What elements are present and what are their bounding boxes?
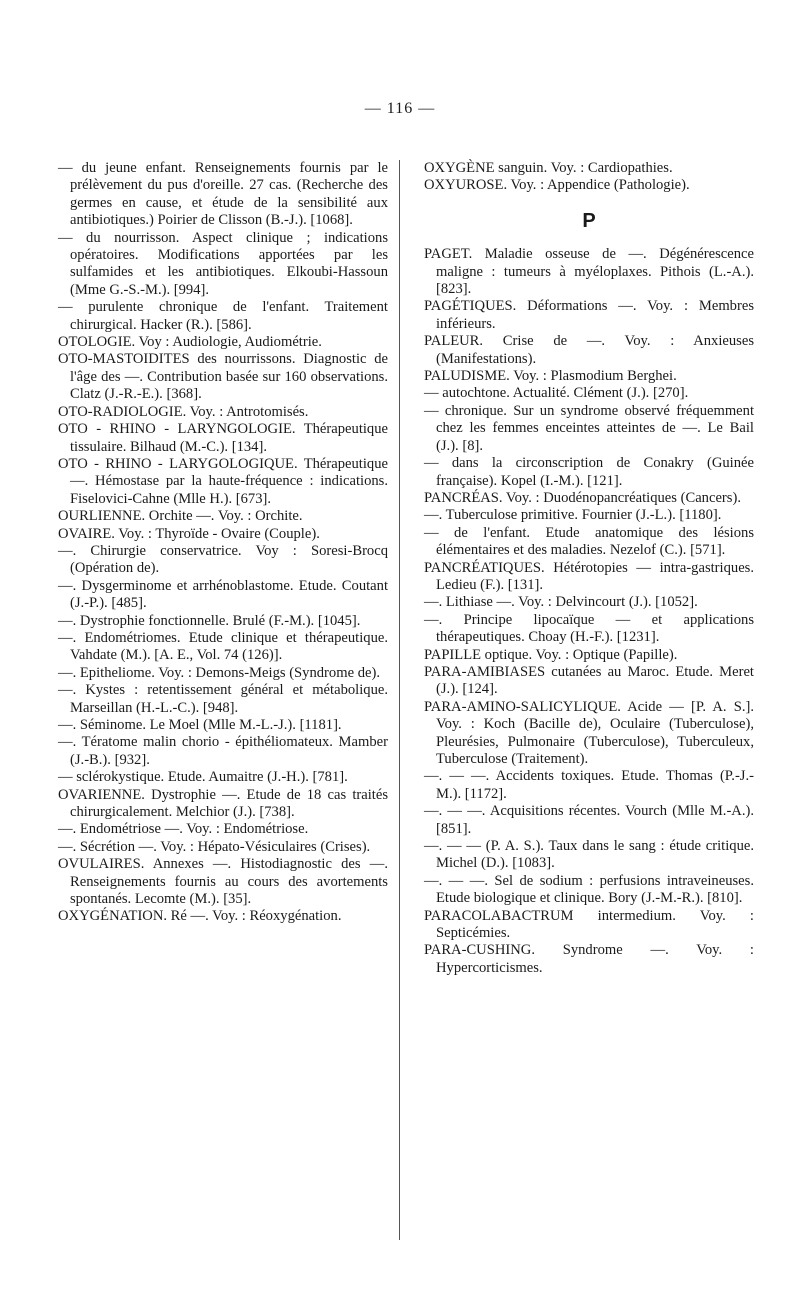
index-entry: —. Endométriose —. Voy. : Endométriose. — [58, 821, 309, 838]
index-entry: PARA-AMIBIASES cutanées au Maroc. Etude. Meret (J.). [124]. — [424, 663, 754, 698]
index-entry: —. Dysgerminome et arrhénoblastome. Etude. Coutant (J.-P.). [485]. — [58, 577, 388, 612]
index-entry: OXYUROSE. Voy. : Appendice (Pathologie). — [424, 177, 690, 194]
index-entry: — purulente chronique de l'enfant. Traitement chirurgical. Hacker (R.). [586]. — [58, 299, 388, 333]
index-entry: — du nourrisson. Aspect clinique ; indications opératoires. Modifications apportées par les sulfamides et les antibiotiques. Elkoubi-Hassoun (Mme G.-S.-M.). [994]. — [58, 229, 388, 298]
index-entry: —. Epitheliome. Voy. : Demons-Meigs (Syndrome de). — [58, 664, 380, 681]
index-entry: OXYGÉNATION. Ré —. Voy. : Réoxygénation. — [58, 908, 342, 925]
index-entry: PARA-CUSHING. Syndrome —. Voy. : Hypercorticismes. — [424, 942, 754, 976]
index-entry: PAGET. Maladie osseuse de —. Dégénérescence maligne : tumeurs à myéloplaxes. Pithois (L.-A.). [823]. — [424, 246, 754, 298]
right-column — [424, 160, 754, 977]
index-entry: PALUDISME. Voy. : Plasmodium Berghei. — [424, 368, 677, 385]
index-entry: —. Séminome. Le Moel (Mlle M.-L.-J.). [1181]. — [58, 717, 342, 733]
index-entry: — du jeune enfant. Renseignements fournis par le prélèvement du pus d'oreille. 27 cas. (Recherche des germes en cause, et étude de la sensibilité aux antibiotiques.) Poirier de Clisson (B.-J.). [1068]. — [58, 160, 388, 229]
page-number: — 116 — — [364, 100, 436, 117]
index-entry: OURLIENNE. Orchite —. Voy. : Orchite. — [58, 508, 303, 525]
index-entry: —. — — (P. A. S.). Taux dans le sang : étude critique. Michel (D.). [1083]. — [424, 838, 754, 872]
index-entry: —. Dystrophie fonctionnelle. Brulé (F.-M.). [1045]. — [58, 612, 361, 629]
index-entry: PANCRÉATIQUES. Hétérotopies — intra-gastriques. Ledieu (F.). [131]. — [424, 559, 754, 593]
index-entry: —. Endométriomes. Etude clinique et thérapeutique. Vahdate (M.). [A. E., Vol. 74 (126)]. — [58, 629, 388, 664]
index-entry: —. — —. Acquisitions récentes. Vourch (Mlle M.-A.). [851]. — [424, 803, 754, 837]
index-entry: — chronique. Sur un syndrome observé fréquemment chez les femmes enceintes atteintes de —. Le Bail (J.). [8]. — [424, 402, 754, 454]
index-entry: — dans la circonscription de Conakry (Guinée française). Kopel (I.-M.). [121]. — [424, 455, 754, 489]
column-divider — [399, 160, 400, 1240]
index-entry: PALEUR. Crise de —. Voy. : Anxieuses (Manifestations). — [424, 333, 754, 367]
index-entry: OVULAIRES. Annexes —. Histodiagnostic des —. Renseignements fournis au cours des avortements spontanés. Lecomte (M.). [35]. — [58, 856, 388, 908]
index-entry: PARA-AMINO-SALICYLIQUE. Acide — [P. A. S.]. Voy. : Koch (Bacille de), Oculaire (Tuberculose), Pleurésies, Pulmonaire (Tuberculose), Tuberculeux, Tuberculose (Traitement). — [424, 698, 754, 767]
index-entry: PAGÉTIQUES. Déformations —. Voy. : Membres inférieurs. — [424, 298, 754, 332]
index-entry: PARACOLABACTRUM intermedium. Voy. : Septicémies. — [424, 907, 754, 942]
index-entry: —. Tuberculose primitive. Fournier (J.-L.). [1180]. — [424, 507, 722, 524]
right-entries-p — [424, 246, 754, 977]
index-entry: —. Principe lipocaïque — et applications thérapeutiques. Choay (H.-F.). [1231]. — [424, 611, 754, 646]
index-entry: PAPILLE optique. Voy. : Optique (Papille). — [424, 646, 678, 663]
index-entry: OTO - RHINO - LARYNGOLOGIE. Thérapeutique tissulaire. Bilhaud (M.-C.). [134]. — [58, 421, 388, 455]
index-entry: OTO - RHINO - LARYGOLOGIQUE. Thérapeutique —. Hémostase par la haute-fréquence : indications. Fiselovici-Cahne (Mlle H.). [673]. — [58, 455, 388, 507]
letter-heading: P — [582, 209, 596, 232]
index-entry: —. Chirurgie conservatrice. Voy : Soresi-Brocq (Opération de). — [58, 542, 388, 577]
index-entry: OXYGÈNE sanguin. Voy. : Cardiopathies. — [424, 160, 673, 176]
index-entry: —. Kystes : retentissement général et métabolique. Marseillan (H.-L.-C.). [948]. — [58, 682, 388, 716]
index-entry: —. — —. Sel de sodium : perfusions intraveineuses. Etude biologique et clinique. Bory (J.-M.-R.). [810]. — [424, 872, 754, 907]
index-entry: OTO-RADIOLOGIE. Voy. : Antrotomisés. — [58, 403, 309, 420]
index-entry: — autochtone. Actualité. Clément (J.). [270]. — [424, 385, 689, 402]
index-entry: —. Sécrétion —. Voy. : Hépato-Vésiculaires (Crises). — [58, 838, 371, 855]
index-entry: —. Tératome malin chorio - épithéliomateux. Mamber (J.-B.). [932]. — [58, 734, 388, 768]
left-column — [58, 160, 388, 926]
index-entry: OVAIRE. Voy. : Thyroïde - Ovaire (Couple). — [58, 525, 320, 542]
index-entry: OVARIENNE. Dystrophie —. Etude de 18 cas traités chirurgicalement. Melchior (J.). [738]. — [58, 786, 388, 821]
index-entry: —. — —. Accidents toxiques. Etude. Thomas (P.-J.-M.). [1172]. — [424, 768, 754, 802]
right-entries-o — [424, 160, 754, 195]
index-entry: —. Lithiase —. Voy. : Delvincourt (J.). [1052]. — [424, 594, 698, 611]
index-entry: — sclérokystique. Etude. Aumaitre (J.-H.). [781]. — [58, 769, 348, 786]
index-entry: OTOLOGIE. Voy : Audiologie, Audiométrie. — [58, 334, 322, 351]
index-entry: OTO-MASTOIDITES des nourrissons. Diagnostic de l'âge des —. Contribution basée sur 160 observations. Clatz (J.-R.-E.). [368]. — [58, 351, 388, 403]
index-entry: PANCRÉAS. Voy. : Duodénopancréatiques (Cancers). — [424, 489, 741, 506]
index-entry: — de l'enfant. Etude anatomique des lésions élémentaires et des maladies. Nezelof (C.). [571]. — [424, 524, 754, 559]
